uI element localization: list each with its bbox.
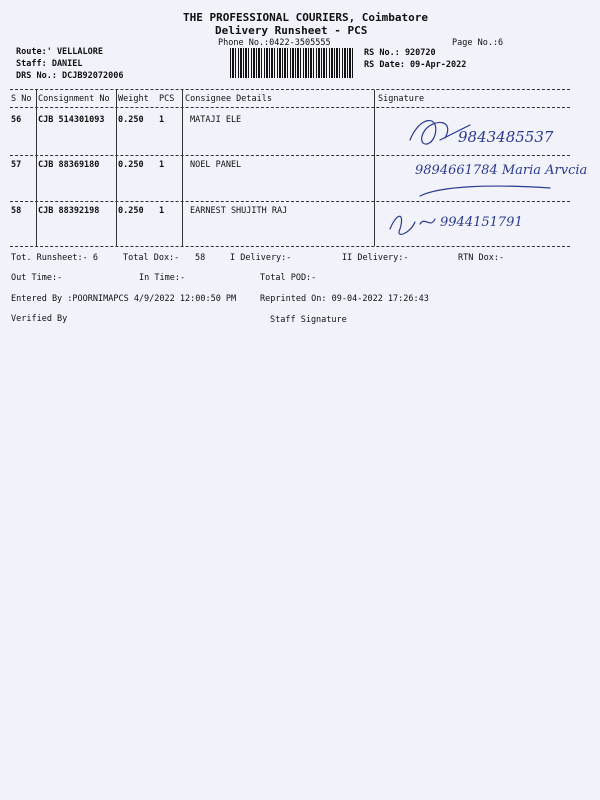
rtn-dox: RTN Dox:-: [458, 253, 505, 263]
table-top-rule: [10, 89, 570, 90]
entered-by: Entered By :POORNIMAPCS 4/9/2022 12:00:50 PM: [11, 294, 237, 304]
table-row-pcs: 1: [159, 115, 165, 125]
table-row-consignee: NOEL PANEL: [190, 160, 242, 170]
tot-runsheet: Tot. Runsheet:- 6: [11, 253, 98, 263]
col-header-pcs: PCS: [159, 94, 175, 104]
row-divider: [10, 201, 570, 202]
column-divider: [182, 90, 183, 246]
table-row-sno: 56: [11, 115, 22, 125]
total-pod: Total POD:-: [260, 273, 317, 283]
rs-date: RS Date: 09-Apr-2022: [364, 60, 467, 70]
table-row-weight: 0.250: [118, 160, 144, 170]
table-row-pcs: 1: [159, 160, 165, 170]
rs-number: RS No.: 920720: [364, 48, 436, 58]
reprinted-on: Reprinted On: 09-04-2022 17:26:43: [260, 294, 429, 304]
table-row-sno: 57: [11, 160, 22, 170]
drs-number: DRS No.: DCJB92072006: [16, 71, 124, 81]
staff-signature: Staff Signature: [270, 315, 347, 325]
staff-label: Staff: DANIEL: [16, 59, 83, 69]
table-row-consignment: CJB 88392198: [38, 206, 100, 216]
runsheet-subtitle: Delivery Runsheet - PCS: [215, 24, 368, 37]
col-header-signature: Signature: [378, 94, 425, 104]
handwritten-signature-58: [385, 204, 560, 242]
col-header-consignment: Consignment No: [38, 94, 110, 104]
page-number: Page No.:6: [452, 38, 504, 48]
table-row-sno: 58: [11, 206, 22, 216]
signature-phone-56: 9843485537: [458, 128, 554, 146]
col-header-weight: Weight: [118, 94, 149, 104]
verified-by: Verified By: [11, 314, 68, 324]
signature-phone-58: 9944151791: [440, 215, 523, 230]
table-row-consignment: CJB 88369180: [38, 160, 100, 170]
table-bottom-rule: [10, 246, 570, 247]
handwritten-signature-57: [410, 156, 588, 201]
barcode-image: [230, 48, 355, 78]
table-row-consignment: CJB 514301093: [38, 115, 105, 125]
table-row-weight: 0.250: [118, 115, 144, 125]
table-row-consignee: EARNEST SHUJITH RAJ: [190, 206, 288, 216]
total-dox-label: Total Dox:-: [123, 253, 180, 263]
column-divider: [116, 90, 117, 246]
phone-number: Phone No.:0422-3505555: [218, 38, 331, 48]
in-time: In Time:-: [139, 273, 186, 283]
route-label: Route:' VELLALORE: [16, 47, 103, 57]
column-divider: [36, 90, 37, 246]
table-row-weight: 0.250: [118, 206, 144, 216]
total-dox-value: 58: [195, 253, 206, 263]
handwritten-signature-56: [400, 110, 570, 155]
table-row-pcs: 1: [159, 206, 165, 216]
col-header-sno: S No: [11, 94, 32, 104]
company-title: THE PROFESSIONAL COURIERS, Coimbatore: [183, 11, 429, 24]
i-delivery: I Delivery:-: [230, 253, 292, 263]
table-header-rule: [10, 107, 570, 108]
out-time: Out Time:-: [11, 273, 63, 283]
col-header-consignee: Consignee Details: [185, 94, 272, 104]
signature-phone-57: 9894661784 Maria Arvcia: [415, 163, 588, 178]
table-row-consignee: MATAJI ELE: [190, 115, 242, 125]
column-divider: [374, 90, 375, 246]
ii-delivery: II Delivery:-: [342, 253, 409, 263]
